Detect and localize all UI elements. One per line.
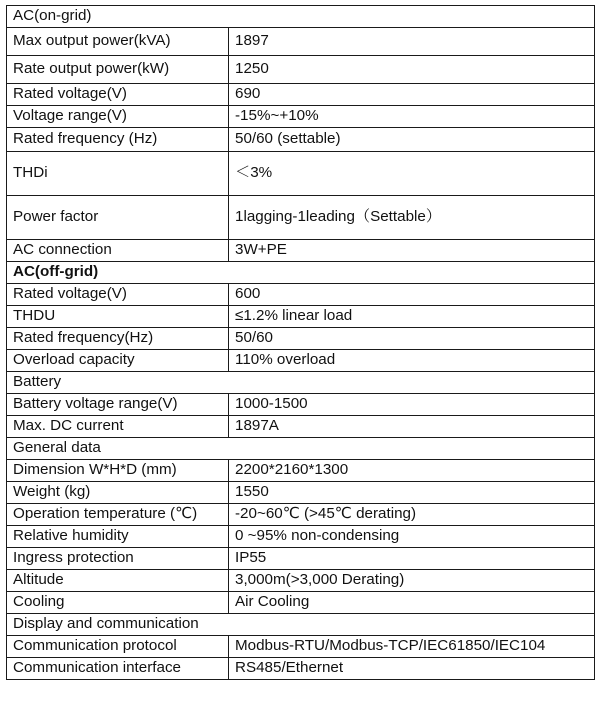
spec-label: AC connection [7, 240, 229, 262]
spec-label: Rated frequency (Hz) [7, 128, 229, 152]
spec-table-body [7, 6, 595, 680]
spec-value: 600 [229, 284, 595, 306]
spec-label: Rate output power(kW) [7, 56, 229, 84]
spec-label: Rated voltage(V) [7, 284, 229, 306]
spec-row [7, 196, 595, 240]
spec-label: THDU [7, 306, 229, 328]
spec-value: 2200*2160*1300 [229, 460, 595, 482]
spec-value: 1550 [229, 482, 595, 504]
spec-label: Altitude [7, 570, 229, 592]
spec-value: 1lagging-1leading（Settable） [229, 196, 595, 240]
spec-label: Dimension W*H*D (mm) [7, 460, 229, 482]
spec-row [7, 526, 595, 548]
spec-label: Max output power(kVA) [7, 28, 229, 56]
spec-value: 3,000m(>3,000 Derating) [229, 570, 595, 592]
spec-value: Modbus-RTU/Modbus-TCP/IEC61850/IEC104 [229, 636, 595, 658]
spec-label: Weight (kg) [7, 482, 229, 504]
spec-value: -20~60℃ (>45℃ derating) [229, 504, 595, 526]
spec-label: Rated voltage(V) [7, 84, 229, 106]
section-title: AC(off-grid) [7, 262, 595, 284]
spec-label: THDi [7, 152, 229, 196]
spec-row [7, 636, 595, 658]
section-title: Battery [7, 372, 595, 394]
section-title: General data [7, 438, 595, 460]
spec-value: ≤1.2% linear load [229, 306, 595, 328]
spec-value: -15%~+10% [229, 106, 595, 128]
spec-value: 50/60 (settable) [229, 128, 595, 152]
spec-label: Max. DC current [7, 416, 229, 438]
spec-row [7, 128, 595, 152]
spec-label: Battery voltage range(V) [7, 394, 229, 416]
spec-row [7, 394, 595, 416]
section-header-row [7, 262, 595, 284]
spec-table [6, 5, 595, 680]
spec-row [7, 306, 595, 328]
section-title: AC(on-grid) [7, 6, 595, 28]
section-header-row [7, 6, 595, 28]
spec-value: 1897 [229, 28, 595, 56]
spec-row [7, 416, 595, 438]
section-header-row [7, 438, 595, 460]
spec-label: Cooling [7, 592, 229, 614]
spec-label: Relative humidity [7, 526, 229, 548]
spec-row [7, 56, 595, 84]
spec-value: ＜3% [229, 152, 595, 196]
spec-value: 690 [229, 84, 595, 106]
spec-value: 1250 [229, 56, 595, 84]
spec-row [7, 570, 595, 592]
spec-value: 0 ~95% non-condensing [229, 526, 595, 548]
spec-row [7, 504, 595, 526]
spec-label: Ingress protection [7, 548, 229, 570]
section-header-row [7, 372, 595, 394]
spec-value: 3W+PE [229, 240, 595, 262]
spec-row [7, 106, 595, 128]
spec-value: 50/60 [229, 328, 595, 350]
spec-row [7, 350, 595, 372]
spec-row [7, 658, 595, 680]
spec-row [7, 84, 595, 106]
spec-value: Air Cooling [229, 592, 595, 614]
section-title: Display and communication [7, 614, 595, 636]
spec-row [7, 460, 595, 482]
spec-row [7, 28, 595, 56]
spec-row [7, 152, 595, 196]
spec-value: RS485/Ethernet [229, 658, 595, 680]
spec-label: Overload capacity [7, 350, 229, 372]
spec-label: Communication interface [7, 658, 229, 680]
section-header-row [7, 614, 595, 636]
spec-row [7, 482, 595, 504]
spec-value: 1897A [229, 416, 595, 438]
spec-row [7, 328, 595, 350]
spec-row [7, 548, 595, 570]
spec-label: Power factor [7, 196, 229, 240]
spec-value: 1000-1500 [229, 394, 595, 416]
spec-row [7, 592, 595, 614]
spec-label: Rated frequency(Hz) [7, 328, 229, 350]
spec-value: 110% overload [229, 350, 595, 372]
spec-row [7, 240, 595, 262]
spec-label: Voltage range(V) [7, 106, 229, 128]
spec-value: IP55 [229, 548, 595, 570]
spec-label: Operation temperature (℃) [7, 504, 229, 526]
spec-row [7, 284, 595, 306]
spec-label: Communication protocol [7, 636, 229, 658]
